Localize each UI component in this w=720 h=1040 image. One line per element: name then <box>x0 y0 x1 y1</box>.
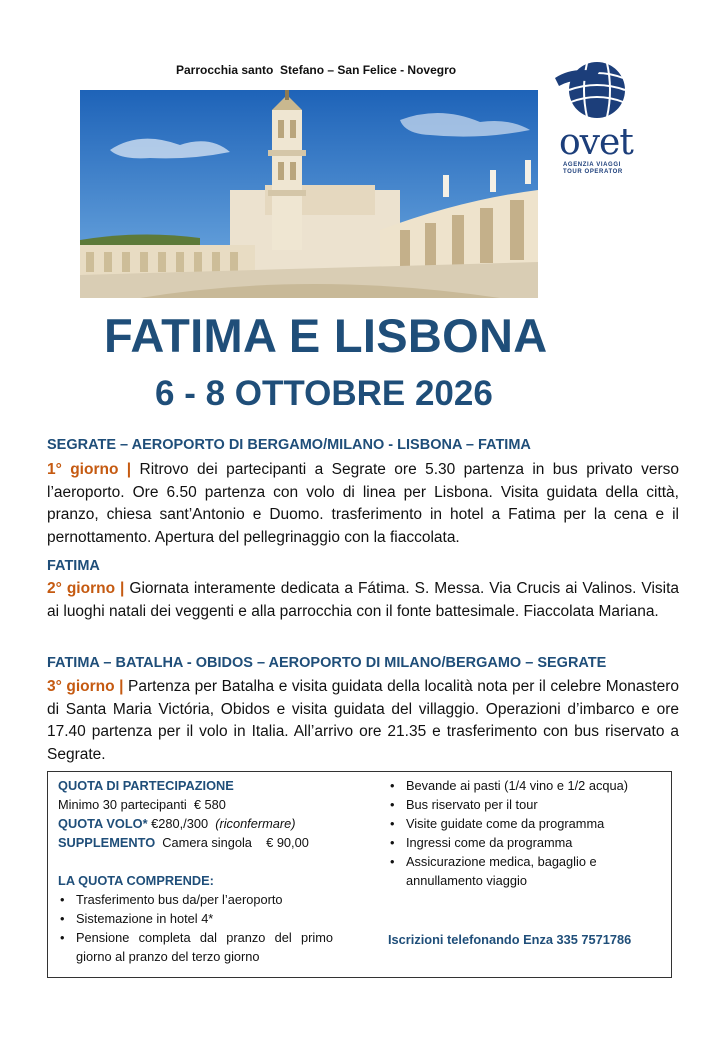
list-item: • Ingressi come da programma <box>388 833 668 852</box>
logo-wordmark: ovet <box>559 122 633 163</box>
logo-subtitle-2: TOUR OPERATOR <box>563 169 623 175</box>
trip-dates: 6 - 8 OTTOBRE 2026 <box>155 374 493 413</box>
list-item: • Visite guidate come da programma <box>388 814 668 833</box>
flight-quota <box>58 814 296 833</box>
day-1-text: Ritrovo dei partecipanti a Segrate ore 5.30 partenza in bus privato verso l’aeroporto. Ore 6.50 partenza con volo di linea per Lisbona. Visita guidata della città, pranzo, chiesa sant’Antonio e Duomo. trasferimento in hotel a Fatima per la cena e il pernottamento. Apertura del pellegrinaggio con la fiaccolata. <box>47 461 680 546</box>
quota-label: QUOTA DI PARTECIPAZIONE <box>58 778 234 793</box>
day-3-label: 3° giorno | <box>47 678 124 695</box>
day-3-description <box>47 676 679 766</box>
pricing-box <box>47 771 672 978</box>
registration-phone: Iscrizioni telefonando Enza 335 7571786 <box>388 932 632 947</box>
list-item: • Pensione completa dal pranzo del primo giorno al pranzo del terzo giorno <box>58 928 333 966</box>
list-item: • Trasferimento bus da/per l’aeroporto <box>58 890 333 909</box>
includes-list-left <box>58 890 333 966</box>
day-2-text: Giornata interamente dedicata a Fátima. S. Messa. Via Crucis ai Valinos. Visita ai luoghi natali dei veggenti e alla parrocchia con il fonte battesimale. Fiaccolata Mariana. <box>47 580 680 620</box>
supplement <box>58 833 309 852</box>
supplement-text: Camera singola € 90,00 <box>155 835 309 850</box>
parish-header: Parrocchia santo Stefano – San Felice - Novegro <box>176 63 457 77</box>
day-1-label: 1° giorno | <box>47 461 132 478</box>
sanctuary-photo <box>80 90 538 298</box>
quota-text: Minimo 30 partecipanti € 580 <box>58 797 226 812</box>
trip-title: FATIMA E LISBONA <box>104 309 548 362</box>
list-item: • Bus riservato per il tour <box>388 795 668 814</box>
includes-list-right <box>388 776 668 890</box>
day-3-route: FATIMA – BATALHA - OBIDOS – AEROPORTO DI MILANO/BERGAMO – SEGRATE <box>47 655 607 671</box>
day-2-description <box>47 578 679 623</box>
supplement-label: SUPPLEMENTO <box>58 835 156 850</box>
day-1-description <box>47 459 679 549</box>
flight-quota-label: QUOTA VOLO* <box>58 816 148 831</box>
list-item: • Bevande ai pasti (1/4 vino e 1/2 acqua) <box>388 776 668 795</box>
day-3-text: Partenza per Batalha e visita guidata della località nota per il celebre Monastero di Santa Maria Victória, Obidos e visita guidata del villaggio. Operazioni d’imbarco e ore 17.40 partenza per il volo in Italia. All’arrivo ore 21.35 e trasferimento con bus riservato a Segrate. <box>47 678 679 763</box>
day-2-route: FATIMA <box>47 558 100 574</box>
day-1-route: SEGRATE – AEROPORTO DI BERGAMO/MILANO - LISBONA – FATIMA <box>47 437 531 453</box>
globe-icon <box>553 60 635 122</box>
list-item: • Assicurazione medica, bagaglio e annullamento viaggio <box>388 852 623 890</box>
logo-subtitle-1: AGENZIA VIAGGI <box>563 162 621 168</box>
list-item: • Sistemazione in hotel 4* <box>58 909 333 928</box>
includes-label: LA QUOTA COMPRENDE: <box>58 873 214 888</box>
flight-quota-note: (riconfermare) <box>215 816 296 831</box>
flight-quota-value: €280,/300 <box>147 816 216 831</box>
day-2-label: 2° giorno | <box>47 580 125 597</box>
ovet-logo <box>553 60 635 178</box>
